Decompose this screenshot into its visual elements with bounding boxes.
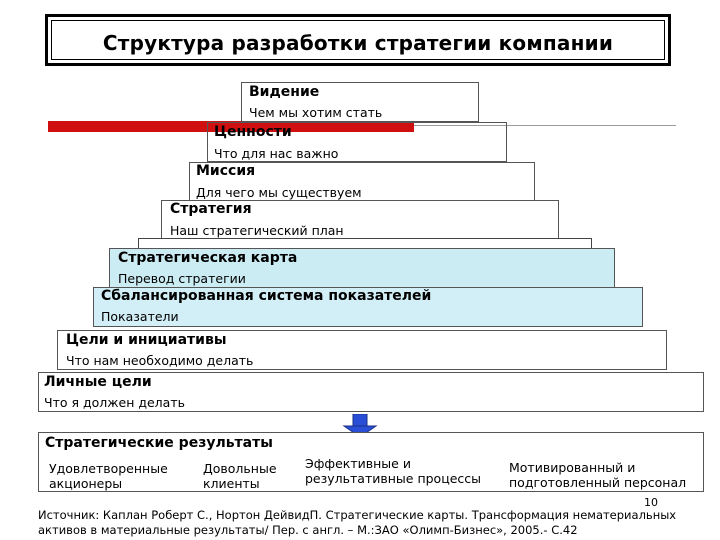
level-values-box xyxy=(207,122,507,162)
result-shareholders-line1: Удовлетворенные xyxy=(49,461,168,476)
page-title: Структура разработки стратегии компании xyxy=(102,31,614,55)
result-shareholders xyxy=(49,461,168,491)
level-goals-subtitle: Что нам необходимо делать xyxy=(66,353,254,368)
level-strategy-box xyxy=(161,200,559,240)
level-personal-goals-title: Личные цели xyxy=(44,374,152,390)
level-bsc-title: Сбалансированная система показателей xyxy=(101,288,432,304)
level-values-subtitle: Что для нас важно xyxy=(214,146,339,161)
level-goals-title: Цели и инициативы xyxy=(66,332,227,348)
result-personnel-line1: Мотивированный и xyxy=(509,460,636,475)
level-mission-title: Миссия xyxy=(196,163,256,179)
result-personnel xyxy=(509,460,686,490)
level-personal-goals-subtitle: Что я должен делать xyxy=(44,395,185,410)
title-frame xyxy=(45,14,671,66)
level-strategy-map-box xyxy=(109,248,615,288)
result-processes-line1: Эффективные и xyxy=(305,456,411,471)
level-vision-title: Видение xyxy=(249,84,320,100)
level-values-title: Ценности xyxy=(214,124,292,140)
level-personal-goals-box xyxy=(38,372,704,412)
result-processes-line2: результативные процессы xyxy=(305,471,482,486)
level-strategy-map-subtitle: Перевод стратегии xyxy=(118,271,246,286)
source-citation: Источник: Каплан Роберт С., Нортон ДейвидП. Стратегические карты. Трансформация нематериальных активов в материальные результаты/ Пер. с англ. – М.:ЗАО «Олимп-Бизнес», 2005.- С.42 xyxy=(38,508,677,537)
level-strategy-map-title: Стратегическая карта xyxy=(118,250,298,266)
level-vision-subtitle: Чем мы хотим стать xyxy=(249,105,383,120)
level-bsc-subtitle: Показатели xyxy=(101,309,179,324)
strategic-results-box xyxy=(38,432,704,492)
result-shareholders-line2: акционеры xyxy=(49,476,123,491)
level-mission-box xyxy=(189,162,535,202)
level-strategy-title: Стратегия xyxy=(170,201,252,217)
level-goals-box xyxy=(57,330,667,370)
result-clients-line1: Довольные xyxy=(203,461,277,476)
result-clients-line2: клиенты xyxy=(203,476,260,491)
level-mission-subtitle: Для чего мы существуем xyxy=(196,185,362,200)
result-personnel-line2: подготовленный персонал xyxy=(509,475,687,490)
page-number: 10 xyxy=(644,496,658,509)
result-clients xyxy=(203,461,277,491)
level-strategy-subtitle: Наш стратегический план xyxy=(170,223,344,238)
level-bsc-box xyxy=(93,287,643,327)
strategic-results-title: Стратегические результаты xyxy=(45,435,273,451)
level-vision-box xyxy=(241,82,479,122)
result-processes xyxy=(305,456,481,486)
